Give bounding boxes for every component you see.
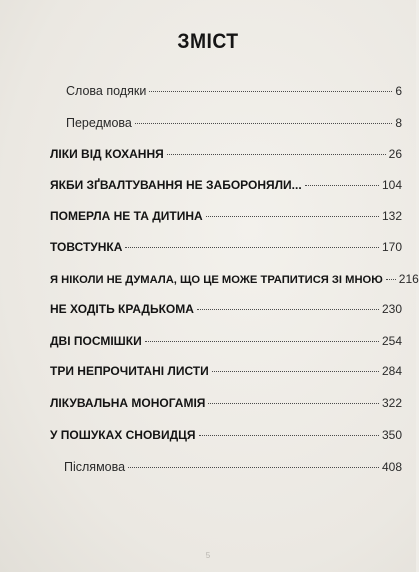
toc-entry-label: ЯКБИ ЗҐВАЛТУВАННЯ НЕ ЗАБОРОНЯЛИ... — [50, 178, 302, 192]
toc-entry-label: ПОМЕРЛА НЕ ТА ДИТИНА — [50, 209, 203, 223]
toc-entry-page: 132 — [381, 209, 402, 223]
toc-entry — [50, 364, 402, 378]
dot-leader — [167, 154, 386, 155]
toc-entry-page: 8 — [395, 116, 402, 130]
toc-entry-page: 170 — [381, 240, 402, 254]
toc-entry-label: НЕ ХОДІТЬ КРАДЬКОМА — [50, 302, 194, 316]
toc-entry-label: Слова подяки — [66, 84, 147, 98]
toc-entry-label: Я НІКОЛИ НЕ ДУМАЛА, ЩО ЦЕ МОЖЕ ТРАПИТИСЯ ЗІ МНОЮ — [50, 274, 383, 286]
toc-entry — [64, 460, 402, 474]
dot-leader — [145, 341, 379, 342]
toc-entry — [50, 240, 402, 254]
toc-entry — [50, 178, 402, 192]
toc-entry-label: ТОВСТУНКА — [50, 240, 123, 254]
toc-entry — [50, 302, 402, 316]
dot-leader — [135, 123, 392, 124]
dot-leader — [212, 371, 379, 372]
dot-leader — [206, 216, 379, 217]
page-folio: 5 — [205, 551, 211, 560]
dot-leader — [305, 185, 379, 186]
dot-leader — [386, 279, 396, 280]
toc-entry-page: 230 — [381, 302, 402, 316]
toc-entry-page: 408 — [381, 460, 402, 474]
toc-entry-page: 26 — [388, 147, 402, 161]
dot-leader — [128, 467, 379, 468]
toc-entry — [50, 272, 419, 286]
toc-entry-label: Передмова — [66, 116, 132, 130]
toc-entry-page: 6 — [395, 84, 402, 98]
toc-entry-page: 350 — [381, 428, 402, 442]
toc-entry-label: Післямова — [64, 460, 126, 474]
toc-entry-label: У ПОШУКАХ СНОВИДЦЯ — [50, 428, 196, 442]
toc-entry — [50, 147, 402, 161]
toc-entry-page: 284 — [381, 364, 402, 378]
toc-entry — [66, 84, 402, 98]
toc-entry-page: 322 — [381, 396, 402, 410]
page-title: ЗМІСТ — [177, 30, 239, 53]
dot-leader — [149, 91, 392, 92]
toc-entry-page: 254 — [381, 334, 402, 348]
toc-entry-page: 104 — [381, 178, 402, 192]
toc-entry-label: ЛІКИ ВІД КОХАННЯ — [50, 147, 164, 161]
toc-entry-label: ЛІКУВАЛЬНА МОНОГАМІЯ — [50, 396, 206, 410]
toc-entry — [50, 334, 402, 348]
toc-entry — [50, 396, 402, 410]
toc-entry — [50, 428, 402, 442]
dot-leader — [125, 247, 379, 248]
toc-entry-label: ДВІ ПОСМІШКИ — [50, 334, 142, 348]
dot-leader — [208, 403, 379, 404]
toc-entry — [50, 209, 402, 223]
dot-leader — [199, 435, 379, 436]
dot-leader — [197, 309, 379, 310]
toc-entry-page: 216 — [398, 272, 419, 286]
toc-entry-label: ТРИ НЕПРОЧИТАНІ ЛИСТИ — [50, 364, 209, 378]
toc-entry — [66, 116, 402, 130]
